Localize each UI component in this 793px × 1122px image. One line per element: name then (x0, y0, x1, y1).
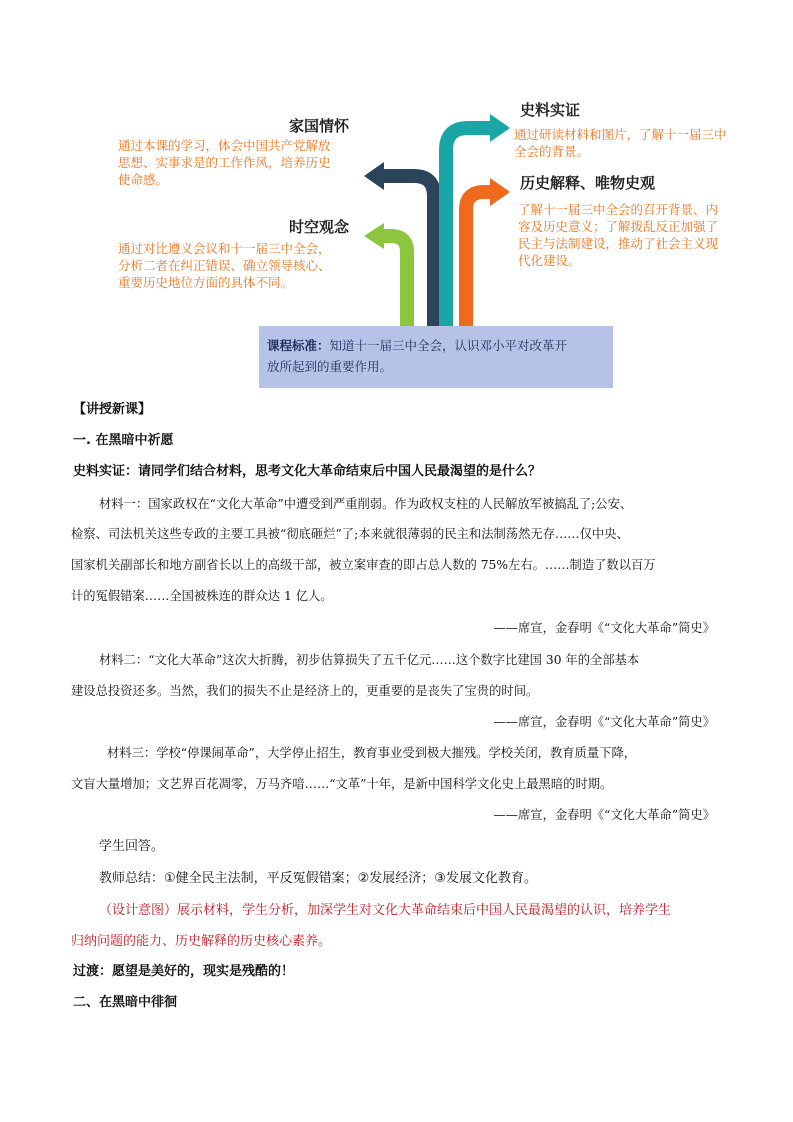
student-answer: 学生回答。 (99, 839, 165, 854)
question: 史料实证：请同学们结合材料，思考文化大革命结束后中国人民最渴望的是什么？ (73, 464, 542, 479)
green-arrow-icon (380, 236, 407, 326)
text-shiliao (514, 126, 727, 160)
material1-line: 国家机关副部长和地方副省长以上的高级干部，被立案审查的即占总人数的 75%左右。……制造了数以百万 (71, 558, 656, 572)
text-shikong-line: 通过对比遵义会议和十一届三中全会， (118, 241, 331, 256)
text-shiliao-line: 通过研读材料和图片，了解十一届三中 (514, 127, 727, 142)
text-lishi-line: 民主与法制建设，推动了社会主义现 (518, 236, 719, 251)
text-lishi-line: 了解十一届三中全会的召开背景、内 (518, 202, 719, 217)
material1-line: 计的冤假错案……全国被株连的群众达 1 亿人。 (71, 589, 333, 603)
heading-2: 二、在黑暗中徘徊 (73, 995, 178, 1010)
orange-arrow-icon (466, 192, 494, 326)
material3-line: 文盲大量增加；文艺界百花凋零，万马齐喑……“文革”十年，是新中国科学文化史上最黑暗的时期。 (71, 777, 613, 791)
text-shikong (118, 240, 331, 291)
source-citation: ——席宣，金春明《“文化大革命”简史》 (493, 715, 715, 729)
text-jiaguo-line: 思想、实事求是的工作作风，培养历史 (118, 155, 331, 170)
text-lishi-line: 容及历史意义；了解拨乱反正加强了 (518, 219, 719, 234)
design-intent-line: （设计意图）展示材料，学生分析，加深学生对文化大革命结束后中国人民最渴望的认识，培养学生 (99, 903, 672, 918)
material3-line: 材料三：学校“停课闹革命”，大学停止招生，教育事业受到极大摧残。学校关闭，教育质量下降， (107, 746, 637, 760)
course-standard-label: 课程标准： (267, 338, 330, 353)
section-header: 【讲授新课】 (73, 402, 152, 417)
design-intent-line: 归纳问题的能力、历史解释的历史核心素养。 (71, 934, 332, 949)
teal-arrowhead-icon (490, 114, 510, 142)
material1-line: 检察、司法机关这些专政的主要工具被“彻底砸烂”了;本来就很薄弱的民主和法制荡然无存……仅中央、 (71, 527, 629, 541)
material2-line: 材料二：“文化大革命”这次大折腾，初步估算损失了五千亿元……这个数字比建国 30 年的全部基本 (99, 653, 640, 667)
text-lishi-jieshi (518, 201, 718, 269)
core-literacy-diagram (0, 0, 793, 395)
teacher-summary: 教师总结：①健全民主法制，平反冤假错案；②发展经济；③发展文化教育。 (99, 871, 537, 886)
course-standard-text: 知道十一届三中全会，认识邓小平对改革开 (329, 338, 568, 353)
title-lishi-jieshi: 历史解释、唯物史观 (520, 174, 656, 192)
source-citation: ——席宣，金春明《“文化大革命”简史》 (493, 808, 715, 822)
title-shiliao: 史料实证 (520, 101, 581, 119)
text-jiaguo-line: 通过本课的学习，体会中国共产党解放 (118, 138, 331, 153)
text-lishi-line: 代化建设。 (518, 253, 581, 268)
course-standard-box (259, 326, 613, 388)
text-jiaguo-line: 使命感。 (118, 172, 169, 187)
text-jiaguo (118, 137, 331, 188)
heading-1: 一. 在黑暗中祈愿 (73, 433, 174, 448)
title-jiaguo: 家国情怀 (289, 117, 350, 135)
text-shikong-line: 重要历史地位方面的具体不同。 (118, 275, 294, 290)
material2-line: 建设总投资还多。当然，我们的损失不止是经济上的，更重要的是丧失了宝贵的时间。 (71, 684, 539, 698)
transition: 过渡：愿望是美好的，现实是残酷的！ (73, 964, 295, 979)
course-standard-text: 放所起到的重要作用。 (267, 359, 393, 374)
green-arrowhead-icon (364, 223, 384, 249)
source-citation: ——席宣，金春明《“文化大革命”简史》 (493, 621, 715, 635)
title-shikong: 时空观念 (289, 218, 350, 236)
text-shikong-line: 分析二者在纠正错误、确立领导核心、 (118, 258, 331, 273)
orange-arrowhead-icon (490, 178, 510, 206)
text-shiliao-line: 全会的背景。 (514, 144, 590, 159)
navy-arrowhead-icon (364, 162, 384, 190)
material1-line: 材料一：国家政权在“文化大革命”中遭受到严重削弱。作为政权支柱的人民解放军被搞乱了;公安、 (99, 497, 633, 511)
